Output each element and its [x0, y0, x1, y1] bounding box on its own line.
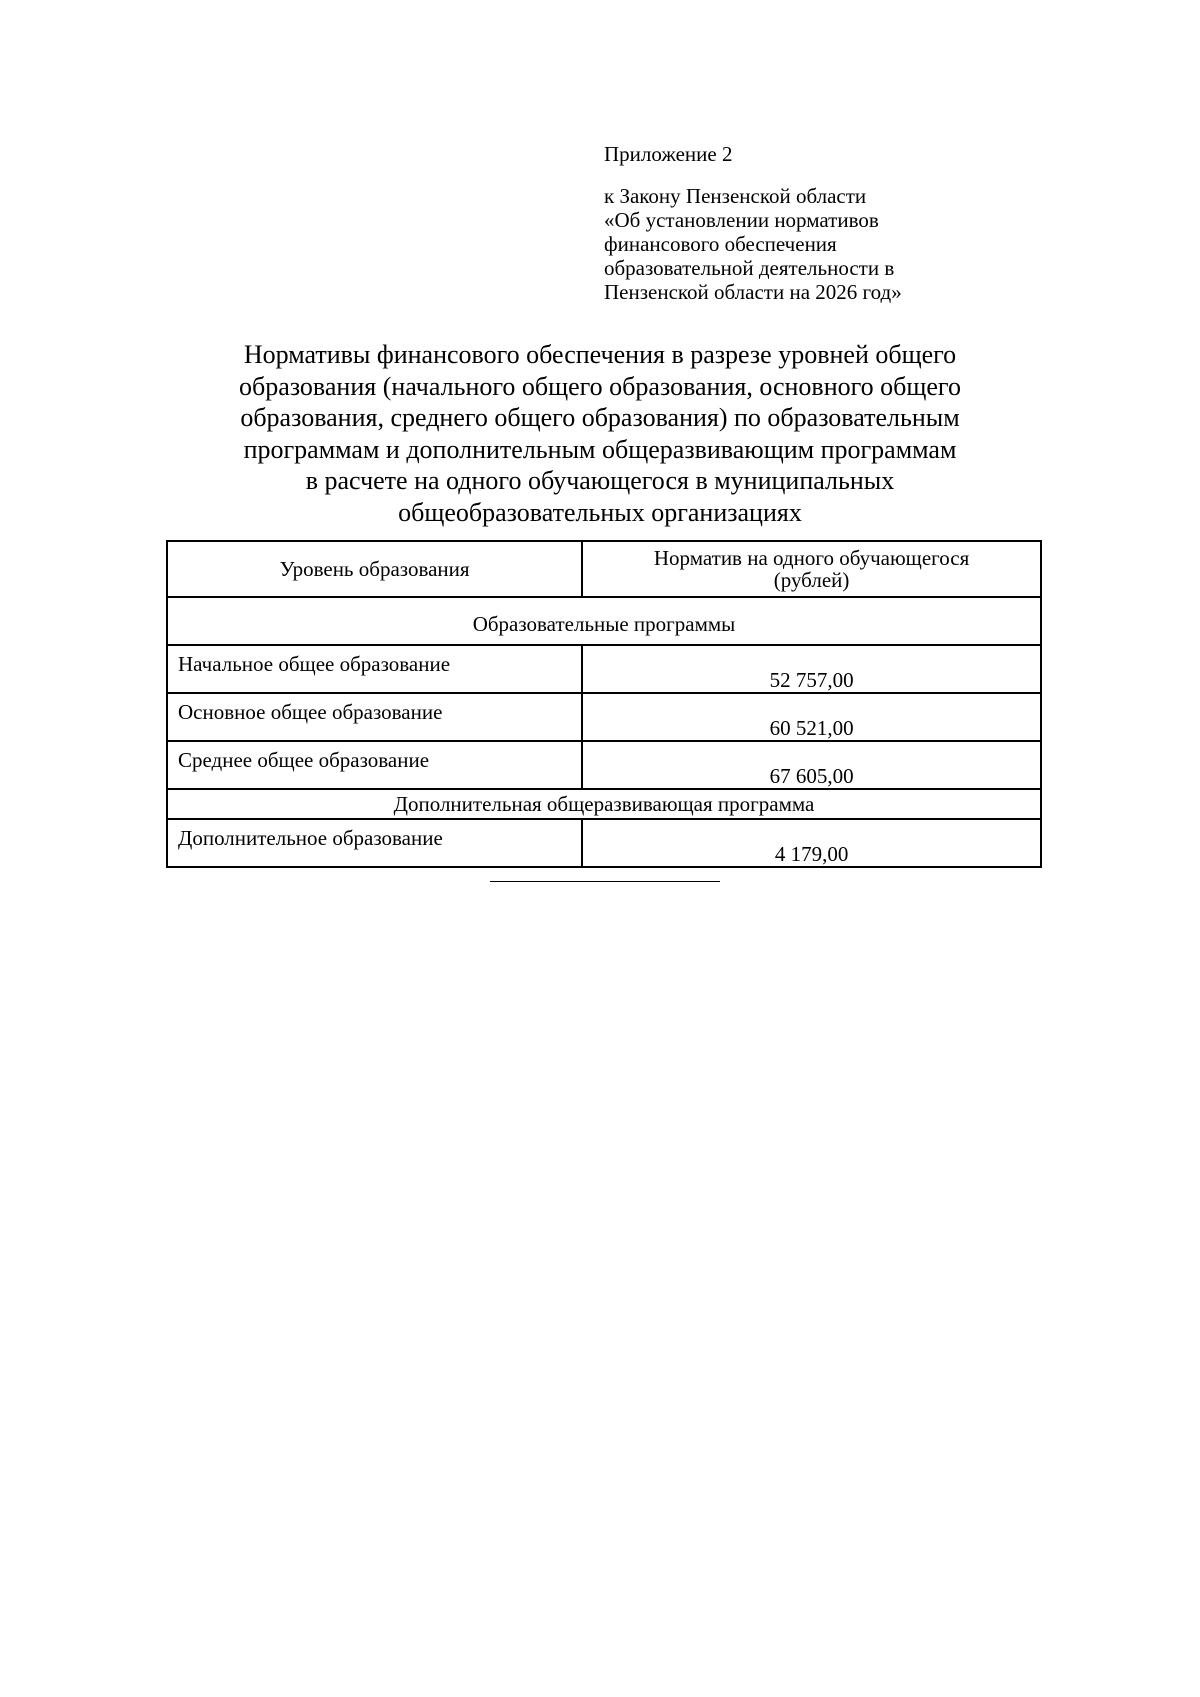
title-line: общеобразовательных организациях	[398, 497, 802, 527]
header-level: Уровень образования	[167, 541, 582, 597]
header-norm-line1: Норматив на одного обучающегося	[653, 546, 970, 570]
table-header-row	[167, 541, 1041, 597]
table-row	[167, 741, 1041, 789]
table-row	[167, 645, 1041, 693]
row-value: 52 757,00	[582, 645, 1041, 693]
norms-table	[166, 540, 1042, 868]
row-value: 60 521,00	[582, 693, 1041, 741]
section-title-additional: Дополнительная общеразвивающая программа	[167, 789, 1041, 819]
table-row	[167, 693, 1041, 741]
appendix-block	[604, 142, 1024, 304]
row-level: Начальное общее образование	[167, 645, 582, 693]
appendix-line: к Закону Пензенской области	[604, 184, 867, 208]
section-title-programs: Образовательные программы	[167, 597, 1041, 645]
appendix-line: образовательной деятельности в	[604, 256, 895, 280]
title-line: образования (начального общего образования, основного общего	[239, 371, 961, 401]
row-value: 67 605,00	[582, 741, 1041, 789]
section-row	[167, 789, 1041, 819]
table-row	[167, 819, 1041, 867]
header-norm-line2: (рублей)	[773, 568, 850, 592]
document-title	[160, 339, 1040, 528]
title-line: образования, среднего общего образования) по образовательным	[240, 403, 960, 432]
title-line: Нормативы финансового обеспечения в разрезе уровней общего	[243, 340, 957, 369]
row-level: Основное общее образование	[167, 693, 582, 741]
appendix-number: Приложение 2	[604, 142, 733, 166]
end-divider	[490, 881, 720, 882]
section-row	[167, 597, 1041, 645]
row-level: Дополнительное образование	[167, 819, 582, 867]
title-line: в расчете на одного обучающегося в муниципальных	[305, 466, 895, 495]
row-level: Среднее общее образование	[167, 741, 582, 789]
row-value: 4 179,00	[582, 819, 1041, 867]
appendix-line: финансового обеспечения	[604, 232, 837, 256]
title-line: программам и дополнительным общеразвивающим программам	[243, 434, 957, 464]
header-norm	[582, 541, 1041, 597]
appendix-line: «Об установлении нормативов	[604, 208, 879, 232]
appendix-line: Пензенской области на 2026 год»	[604, 280, 902, 304]
